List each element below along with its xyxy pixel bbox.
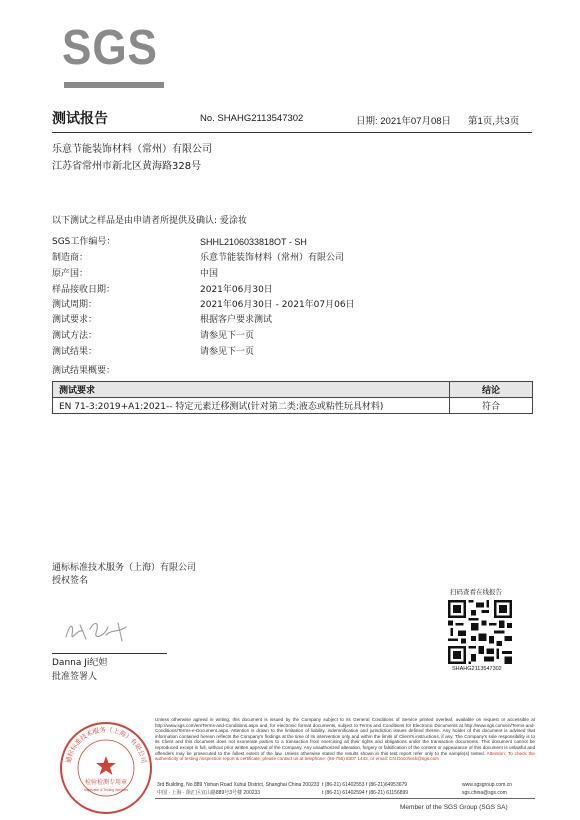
table-cell-requirement: EN 71-3:2019+A1:2021-- 特定元素迁移测试(针对第二类:液态或粘性玩具材料) <box>53 398 450 414</box>
field-label-period: 测试周期： <box>52 300 98 310</box>
sgs-logo <box>62 22 172 74</box>
report-number: No. SHAHG2113547302 <box>200 113 304 124</box>
authorized-signature-label: 授权签名 <box>52 576 89 586</box>
field-value-period: 2021年06月30日 - 2021年07月06日 <box>200 300 355 310</box>
qr-report-code: SHAHG2113547302 <box>452 666 502 672</box>
applicant-name: 乐意节能装饰材料（常州）有限公司 <box>52 144 212 155</box>
field-label-received: 样品接收日期： <box>52 285 116 295</box>
address-en: 3rd Building, No.889 Yishan Road Xuhui District, Shanghai China 200233 <box>157 782 320 788</box>
email: sgs.china@sgs.com <box>462 790 507 796</box>
stamp-center-en: Inspection & Testing Services <box>83 788 129 792</box>
table-header-requirement: 测试要求 <box>53 382 450 398</box>
sample-intro: 以下测试之样品是由申请者所提供及确认: 爱涂妆 <box>52 216 247 226</box>
qr-caption: 扫码查看在线报告 <box>450 588 502 596</box>
report-date: 日期: 2021年07月08日 <box>356 116 452 127</box>
logo-underline <box>64 82 164 88</box>
table-row <box>53 398 533 414</box>
applicant-address: 江苏省常州市新北区黄海路328号 <box>52 161 202 172</box>
field-value-method: 请参见下一页 <box>200 331 255 341</box>
field-value-manufacturer: 乐意节能装饰材料（常州）有限公司 <box>200 253 345 263</box>
summary-label: 测试结果概要： <box>52 366 116 376</box>
website: www.sgsgroup.com.cn <box>462 782 513 788</box>
address-cn: 中国 · 上海 · 徐汇区宜山路889号3号楼 200233 <box>157 790 261 796</box>
field-value-result: 请参见下一页 <box>200 347 255 357</box>
table-cell-conclusion: 符合 <box>450 398 533 414</box>
field-value-job-no: SHHL2106033818OT - SH <box>200 237 307 247</box>
report-title: 测试报告 <box>52 111 108 127</box>
terms-fine-print <box>155 717 535 762</box>
logo-text: SGS <box>62 21 158 75</box>
telephone-cn: t (86-21) 61402594 f (86-21) 61156899 <box>322 790 409 796</box>
table-header-conclusion: 结论 <box>450 382 533 398</box>
member-of-group: Member of the SGS Group (SGS SA) <box>400 804 508 811</box>
field-label-requirement: 测试要求： <box>52 315 98 325</box>
field-value-received: 2021年06月30日 <box>200 285 273 295</box>
signature-mark <box>60 615 140 645</box>
signer-role: 批准签署人 <box>52 672 98 682</box>
stamp-ring-text: 通标标准技术服务（上海）有限公司 <box>64 725 148 764</box>
stamp-star-icon <box>96 756 116 775</box>
table-header-row <box>53 382 533 398</box>
field-value-requirement: 根据客户要求测试 <box>200 315 273 325</box>
field-label-job-no: SGS工作编号： <box>52 237 116 247</box>
signature-line <box>52 653 167 654</box>
field-label-origin: 原产国： <box>52 269 89 279</box>
signer-name: Danna Ji纪妲 <box>52 658 108 668</box>
terms-body: Unless otherwise agreed in writing, this document is issued by the Company subject to its General Conditions of Service printed overleaf, available on request or accessible at http://www.sgs.com/en/Terms-and-Conditions.aspx and, for electronic format documents, subject to Terms and Conditions for Electronic Documents at http://www.sgs.com/en/Terms-and-Conditions/Terms-e-Document.aspx. Attention is drawn to the limitation of liability, indemnification and jurisdiction issues defined therein. Any holder of this document is advised that information contained hereon reflects the Company's findings at the time of its intervention only and within the limits of Client's instructions, if any. The Company's sole responsibility is to its Client and this document does not exonerate parties to a transaction from exercising all their rights and obligations under the transaction documents. This document cannot be reproduced except in full, without prior written approval of the Company. Any unauthorized alteration, forgery or falsification of the content or appearance of this document is unlawful and offenders may be prosecuted to the fullest extent of the law. Unless otherwise stated the results shown in this test report refer only to the sample(s) tested. <box>155 717 535 756</box>
issuing-company: 通标标准技术服务（上海）有限公司 <box>52 563 197 573</box>
field-label-result: 测试结果： <box>52 347 98 357</box>
field-value-origin: 中国 <box>200 269 219 279</box>
header-divider <box>52 132 532 133</box>
authenticity-warning: Attention: To check the authenticity of testing /inspection report & certificate, please contact us at telephone: (86-755) 8307 1443, or email: CN.Doccheck@sgs.com <box>155 750 535 762</box>
page-indicator: 第1页,共3页 <box>468 116 520 127</box>
footer-divider <box>155 798 535 799</box>
results-table <box>52 381 533 414</box>
telephone-en: t (86-21) 61402553 f (86-21)64953679 <box>322 782 408 788</box>
inspection-stamp <box>58 720 154 816</box>
qr-code-icon[interactable] <box>448 600 512 664</box>
field-label-method: 测试方法： <box>52 331 98 341</box>
stamp-center-text: 检验检测专用章 <box>84 779 128 786</box>
field-label-manufacturer: 制造商： <box>52 253 89 263</box>
